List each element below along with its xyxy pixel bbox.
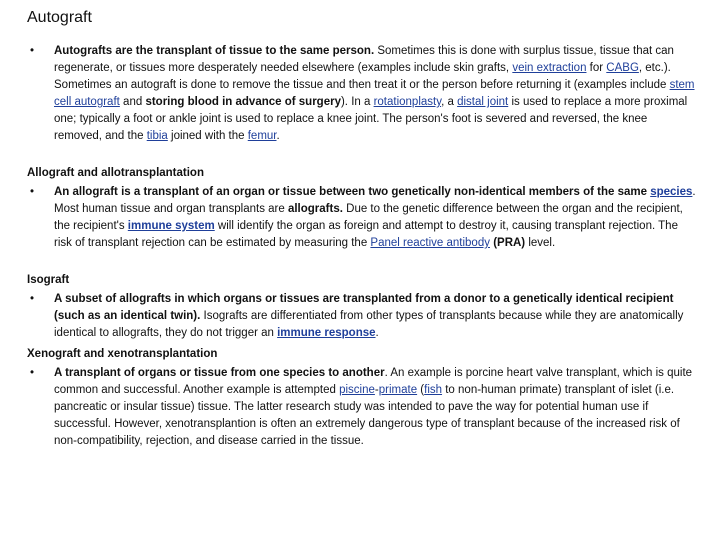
body-text: Due to the genetic difference between the organ and the recipient, the recipient's xyxy=(54,203,683,232)
bold-text: storing blood in advance of surgery xyxy=(145,96,341,108)
section-heading-isograft: Isograft xyxy=(27,274,70,286)
inline-link[interactable]: fish xyxy=(424,384,443,396)
body-text: will identify the organ as foreign and attempt to destroy it, causing transplant rejection. The risk of transplant rejection can be estimated by measuring the xyxy=(54,220,678,249)
inline-link[interactable]: vein extraction xyxy=(512,62,587,74)
body-text: . An example is porcine heart valve transplant, which is quite common and successful. Another example is attempted xyxy=(54,367,693,396)
body-text: and xyxy=(119,96,146,108)
bullet-text xyxy=(54,184,697,252)
bullet-marker: • xyxy=(30,186,35,198)
inline-link[interactable]: CABG xyxy=(606,62,639,74)
inline-link[interactable]: piscine xyxy=(339,384,375,396)
bullet-text xyxy=(54,43,697,145)
inline-link[interactable]: stem cell autograft xyxy=(54,79,695,108)
inline-link[interactable]: distal joint xyxy=(457,96,509,108)
body-text: , a xyxy=(441,96,458,108)
inline-link[interactable]: femur xyxy=(247,130,277,142)
bold-text: An allograft is a transplant of an organ or tissue between two genetically non-identical members of the same xyxy=(54,186,651,198)
body-text: for xyxy=(586,62,607,74)
section-heading-allograft: Allograft and allotransplantation xyxy=(27,167,204,179)
body-text: Sometimes this is done with surplus tissue, tissue that can regenerate, or tissues more desperately needed elsewhere (examples include skin grafts, xyxy=(54,45,674,74)
bold-text: Autografts are the transplant of tissue to the same person. xyxy=(54,45,375,57)
body-text: Isografts are differentiated from other types of transplants because while they are anatomically identical to allografts, they do not trigger an xyxy=(54,310,684,339)
xenograft-bullet xyxy=(27,365,697,450)
bold-text: A subset of allografts in which organs or tissues are transplanted from a donor to a genetically identical recipient (such as an identical twin). xyxy=(54,293,674,322)
bold-text: (PRA) xyxy=(493,237,526,249)
isograft-bullet xyxy=(27,291,697,342)
inline-link[interactable]: primate xyxy=(378,384,418,396)
body-text: is used to replace a more proximal one; typically a foot or ankle joint is used to replace a knee joint. The person's foot is severed and reversed, the knee removed, and the xyxy=(54,96,688,142)
bullet-text xyxy=(54,365,697,450)
page-title: Autograft xyxy=(27,9,92,26)
inline-link[interactable]: tibia xyxy=(146,130,168,142)
autograft-bullet xyxy=(27,43,697,145)
body-text: . Most human tissue and organ transplants are xyxy=(54,186,696,215)
bullet-marker: • xyxy=(30,45,35,57)
bullet-marker: • xyxy=(30,293,35,305)
body-text: to non-human primate) transplant of islet (i.e. pancreatic or insular tissue) tissue. The latter research study was intended to pave the way for potential human use if successful. However, xenotransplantion is often an extremely dangerous type of transplant because of the increased risk of non-compatibility, rejection, and disease carried in the tissue. xyxy=(54,384,680,447)
body-text: . xyxy=(375,327,379,339)
bullet-marker: • xyxy=(30,367,35,379)
bold-text: A transplant of organs or tissue from one species to another xyxy=(54,367,385,379)
body-text: ( xyxy=(417,384,425,396)
bullet-text xyxy=(54,291,697,342)
inline-link[interactable]: rotationplasty xyxy=(373,96,442,108)
body-text: - xyxy=(374,384,379,396)
body-text: , etc.). Sometimes an autograft is done to remove the tissue and then treat it or the person before returning it (examples include xyxy=(54,62,671,91)
body-text: . xyxy=(276,130,280,142)
allograft-bullet xyxy=(27,184,697,252)
section-heading-xenograft: Xenograft and xenotransplantation xyxy=(27,348,218,360)
body-text: ). In a xyxy=(340,96,374,108)
inline-link[interactable]: immune response xyxy=(277,327,376,339)
body-text: joined with the xyxy=(167,130,248,142)
body-text: level. xyxy=(525,237,556,249)
inline-link[interactable]: immune system xyxy=(127,220,215,232)
inline-link[interactable]: Panel reactive antibody xyxy=(370,237,490,249)
bold-text: allografts. xyxy=(287,203,343,215)
inline-link[interactable]: species xyxy=(650,186,693,198)
